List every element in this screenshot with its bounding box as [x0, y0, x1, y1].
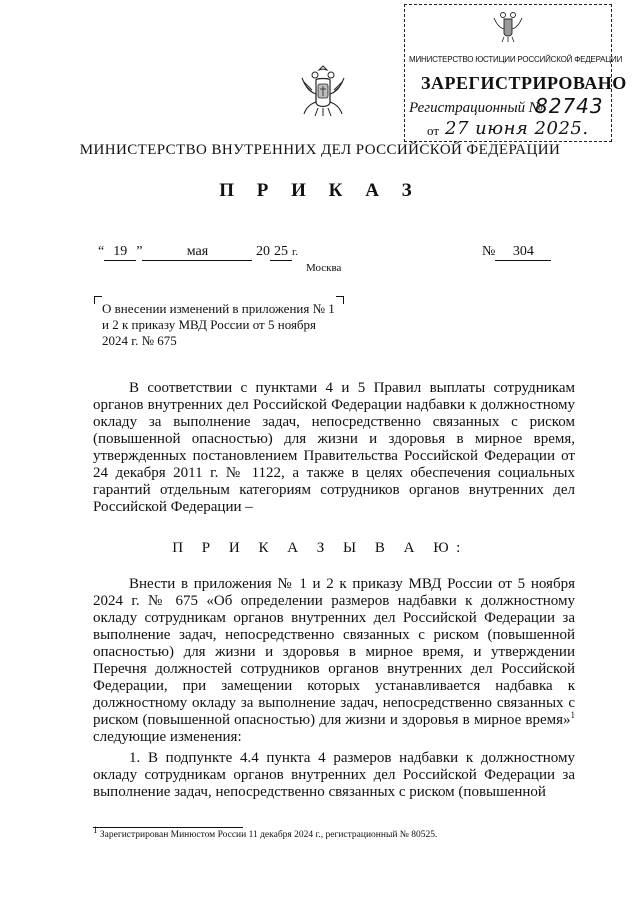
document-title: П Р И К А З — [219, 180, 421, 201]
preamble-paragraph: В соответствии с пунктами 4 и 5 Правил выплаты сотрудникам органов внутренних дел Российской Федерации надбавки к должностному окладу за выполнение задач, непосредственно связанных с риском (повышенной опасностью) для жизни и здоровья в мирное время, утвержденных постановлением Правительства Российской Федерации от 24 декабря 2011 г. № 1122, а также в целях обеспечения социальных гарантий отдельным категориям сотрудников органов внутренних дел Российской Федерации – — [93, 380, 575, 515]
document-date — [98, 244, 298, 261]
registration-stamp — [404, 4, 627, 142]
number-value: 304 — [495, 244, 551, 261]
footnote — [93, 825, 438, 841]
document-number — [482, 244, 551, 261]
stamp-ministry-name: МИНИСТЕРСТВО ЮСТИЦИИ РОССИЙСКОЙ ФЕДЕРАЦИИ — [409, 55, 623, 64]
footnote-mark: 1 — [93, 825, 98, 835]
date-close-quote: ” — [136, 244, 143, 259]
subject-line: О внесении изменений в приложения № 1 — [102, 301, 335, 316]
date-open-quote: “ — [98, 244, 105, 259]
footnote-text: Зарегистрирован Минюстом России 11 декабря 2024 г., регистрационный № 80525. — [97, 830, 438, 841]
order-word: П Р И К А З Ы В А Ю: — [172, 540, 468, 556]
subject-line: и 2 к приказу МВД России от 5 ноября — [102, 317, 317, 332]
footnote-divider — [93, 827, 243, 828]
date-year-abbr: г. — [291, 246, 298, 258]
subject-corner-left — [94, 296, 102, 304]
stamp-date-prefix: от — [427, 123, 440, 138]
stamp-date-value: 27 июня 2025. — [445, 118, 589, 139]
item-1-paragraph: 1. В подпункте 4.4 пункта 4 размеров надбавки к должностному окладу сотрудникам органов внутренних дел Российской Федерации за выполнение задач, непосредственно связанных с риском (повышенной — [93, 750, 575, 800]
date-day: 19 — [104, 244, 136, 261]
number-label: № — [482, 244, 496, 259]
stamp-registered-label: ЗАРЕГИСТРИРОВАНО — [421, 73, 627, 93]
date-year-suffix: 25 — [270, 244, 292, 261]
stamp-emblem-icon — [493, 9, 523, 43]
stamp-registration-label: Регистрационный № — [409, 100, 544, 116]
city: Москва — [306, 262, 342, 274]
date-month: мая — [142, 244, 252, 261]
date-year-prefix: 20 — [255, 244, 270, 259]
main-paragraph — [93, 576, 575, 746]
stamp-registration-number: 82743 — [535, 94, 604, 118]
main-text-tail: следующие изменения: — [93, 729, 242, 745]
coat-of-arms-emblem — [300, 62, 346, 118]
subject-line: 2024 г. № 675 — [102, 333, 177, 348]
main-text: Внести в приложения № 1 и 2 к приказу МВД России от 5 ноября 2024 г. № 675 «Об определении размеров надбавки к должностному окладу сотрудникам органов внутренних дел Российской Федерации за выполнение задач, непосредственно связанных с риском (повышенной опасностью) для жизни и здоровья в мирное время, и утверждении Перечня должностей сотрудников органов внутренних дел Российской Федерации, при замещении которых устанавливается надбавка к должностному окладу за выполнение задач, непосредственно связанных с риском (повышенной опасностью) для жизни и здоровья в мирное время» — [93, 576, 575, 728]
ministry-name: МИНИСТЕРСТВО ВНУТРЕННИХ ДЕЛ РОССИЙСКОЙ ФЕДЕРАЦИИ — [79, 142, 561, 158]
order-subject — [102, 301, 352, 349]
footnote-reference: 1 — [570, 710, 575, 720]
